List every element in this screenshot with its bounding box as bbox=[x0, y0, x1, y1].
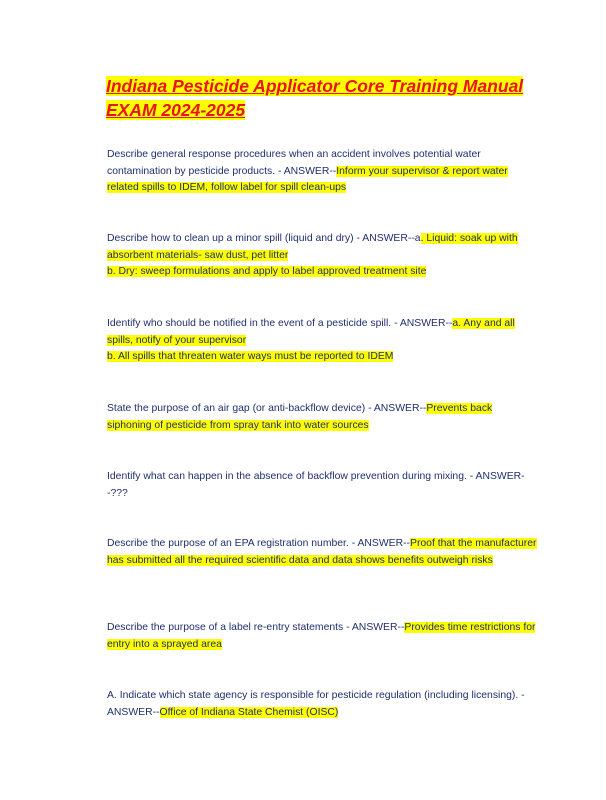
qa-item-6 bbox=[107, 536, 537, 569]
question-text: Identify who should be notified in the event of a pesticide spill. - ANSWER-- bbox=[107, 318, 453, 329]
question-text: State the purpose of an air gap (or anti-backflow device) - ANSWER-- bbox=[107, 403, 427, 414]
qa-item-8 bbox=[107, 688, 537, 721]
qa-item-3 bbox=[107, 316, 537, 366]
qa-item-4 bbox=[107, 401, 537, 434]
question-text: Describe how to clean up a minor spill (liquid and dry) - ANSWER--a bbox=[107, 233, 421, 244]
question-text: Describe the purpose of an EPA registration number. - ANSWER-- bbox=[107, 538, 411, 549]
question-text: A. Indicate which state agency is responsible for pesticide regulation (including licensing). - ANSWER-- bbox=[107, 690, 525, 718]
answer-highlight: b. Dry: sweep formulations and apply to label approved treatment site bbox=[107, 266, 427, 278]
title-line-2: EXAM 2024-2025 bbox=[106, 100, 246, 120]
title-line-1: Indiana Pesticide Applicator Core Training Manual bbox=[106, 76, 524, 96]
answer-highlight: b. All spills that threaten water ways must be reported to IDEM bbox=[107, 351, 394, 363]
question-text: Describe general response procedures when an accident involves potential water contamination by pesticide products. - ANSWER-- bbox=[107, 149, 481, 177]
question-text: Identify what can happen in the absence of backflow prevention during mixing. - ANSWER--??? bbox=[107, 471, 525, 499]
answer-highlight: Office of Indiana State Chemist (OISC) bbox=[159, 706, 339, 718]
question-text: Describe the purpose of a label re-entry statements - ANSWER-- bbox=[107, 622, 405, 633]
answer-highlight: Inform your supervisor & report water related spills to IDEM, follow label for spill clean-ups bbox=[107, 165, 508, 194]
qa-item-7 bbox=[107, 620, 537, 653]
answer-highlight: a. Any and all spills, notify of your supervisor bbox=[107, 318, 515, 346]
answer-highlight: Provides time restrictions for entry into a sprayed area bbox=[107, 622, 536, 650]
document-title bbox=[106, 74, 546, 122]
qa-item-1 bbox=[107, 147, 537, 197]
answer-highlight: Proof that the manufacturer has submitted all the required scientific data and data shows benefits outweigh risks bbox=[107, 538, 537, 566]
qa-item-5 bbox=[107, 469, 537, 502]
answer-highlight: . Liquid: soak up with absorbent materials- saw dust, pet litter bbox=[107, 233, 518, 261]
answer-highlight: Prevents back siphoning of pesticide from spray tank into water sources bbox=[107, 403, 493, 431]
qa-item-2 bbox=[107, 231, 537, 281]
